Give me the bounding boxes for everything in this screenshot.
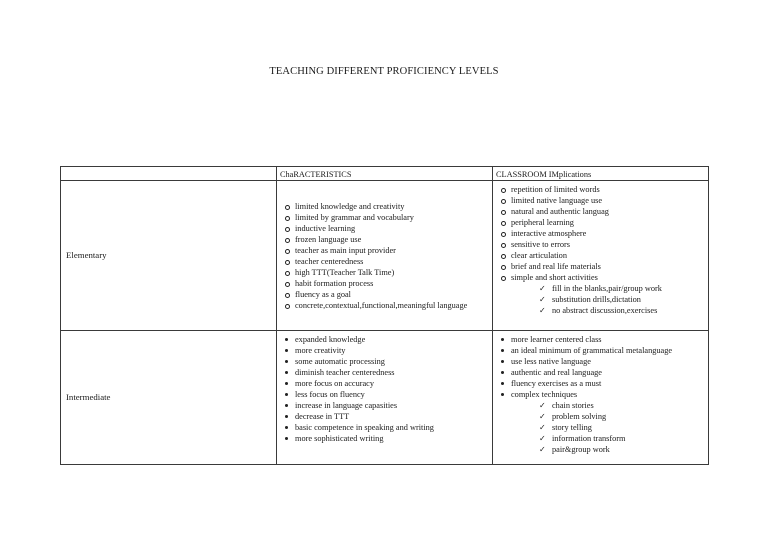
intermediate-implications-list — [496, 334, 705, 400]
list-item: increase in language capasities — [280, 400, 489, 411]
header-classroom-implications: CLASSROOM IMplications — [493, 167, 709, 181]
list-item: repetition of limited words — [496, 184, 705, 195]
elementary-row — [61, 181, 709, 331]
list-item: teacher as main input provider — [280, 245, 489, 256]
intermediate-label: Intermediate — [61, 331, 277, 465]
elementary-characteristics-cell — [277, 181, 493, 331]
list-item: basic competence in speaking and writing — [280, 422, 489, 433]
checkmark-list-item: ✓ chain stories — [539, 400, 705, 411]
intermediate-characteristics-list — [280, 334, 489, 444]
header-row — [61, 167, 709, 181]
list-item: more creativity — [280, 345, 489, 356]
list-item: less focus on fluency — [280, 389, 489, 400]
checkmark-list-item: ✓ story telling — [539, 422, 705, 433]
list-item: limited by grammar and vocabulary — [280, 212, 489, 223]
intermediate-implications-cell — [493, 331, 709, 465]
list-item: an ideal minimum of grammatical metalanguage — [496, 345, 705, 356]
list-item: diminish teacher centeredness — [280, 367, 489, 378]
list-item: peripheral learning — [496, 217, 705, 228]
checkmark-list-item: ✓ fill in the blanks,pair/group work — [539, 283, 705, 294]
intermediate-characteristics-cell — [277, 331, 493, 465]
header-empty-cell — [61, 167, 277, 181]
elementary-implications-list — [496, 184, 705, 283]
list-item: expanded knowledge — [280, 334, 489, 345]
list-item: limited native language use — [496, 195, 705, 206]
checkmark-list-item: ✓ substitution drills,dictation — [539, 294, 705, 305]
proficiency-table — [60, 166, 709, 465]
list-item: simple and short activities — [496, 272, 705, 283]
list-item: more focus on accuracy — [280, 378, 489, 389]
list-item: interactive atmosphere — [496, 228, 705, 239]
intermediate-row — [61, 331, 709, 465]
list-item: fluency exercises as a must — [496, 378, 705, 389]
checkmark-list-item: ✓ problem solving — [539, 411, 705, 422]
list-item: some automatic processing — [280, 356, 489, 367]
list-item: more sophisticated writing — [280, 433, 489, 444]
list-item: decrease in TTT — [280, 411, 489, 422]
list-item: concrete,contextual,functional,meaningful language — [280, 300, 489, 311]
list-item: frozen language use — [280, 234, 489, 245]
list-item: more learner centered class — [496, 334, 705, 345]
list-item: teacher centeredness — [280, 256, 489, 267]
header-characteristics: ChaRACTERISTICS — [277, 167, 493, 181]
list-item: habit formation process — [280, 278, 489, 289]
list-item: limited knowledge and creativity — [280, 201, 489, 212]
list-item: sensitive to errors — [496, 239, 705, 250]
list-item: fluency as a goal — [280, 289, 489, 300]
checkmark-list-item: ✓ pair&group work — [539, 444, 705, 455]
elementary-activities-list — [496, 283, 705, 316]
elementary-implications-cell — [493, 181, 709, 331]
intermediate-techniques-list — [496, 400, 705, 455]
list-item: complex techniques — [496, 389, 705, 400]
list-item: authentic and real language — [496, 367, 705, 378]
list-item: natural and authentic languag — [496, 206, 705, 217]
list-item: clear articulation — [496, 250, 705, 261]
list-item: inductive learning — [280, 223, 489, 234]
page-title: TEACHING DIFFERENT PROFICIENCY LEVELS — [269, 66, 499, 77]
list-item: high TTT(Teacher Talk Time) — [280, 267, 489, 278]
list-item: brief and real life materials — [496, 261, 705, 272]
list-item: use less native language — [496, 356, 705, 367]
elementary-label: Elementary — [61, 181, 277, 331]
checkmark-list-item: ✓ information transform — [539, 433, 705, 444]
elementary-characteristics-list — [280, 201, 489, 311]
checkmark-list-item: ✓ no abstract discussion,exercises — [539, 305, 705, 316]
